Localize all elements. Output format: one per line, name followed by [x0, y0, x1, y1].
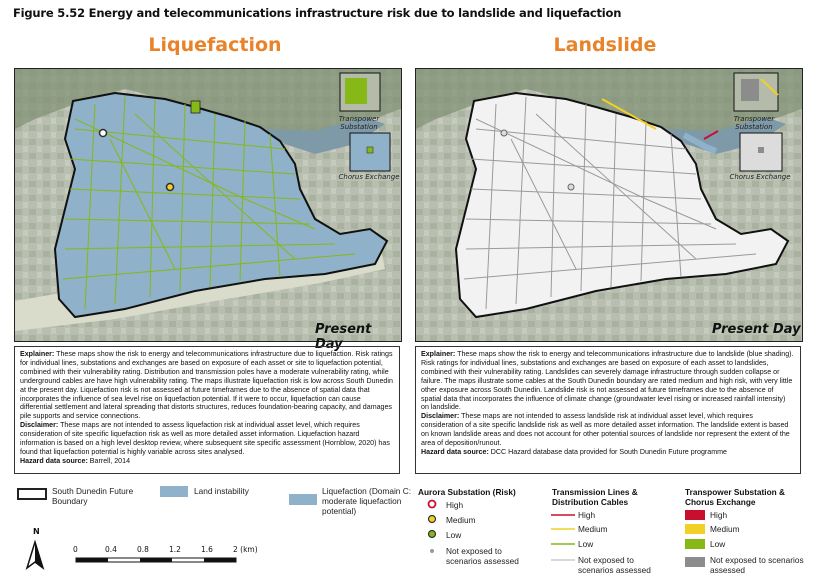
landslide-map[interactable] — [415, 68, 803, 342]
inset-chorus — [350, 133, 390, 171]
scale-ticks — [70, 545, 270, 555]
aurora-high-label: High — [446, 500, 464, 510]
inset-transpower — [734, 73, 778, 111]
scale-tick: 2 (km) — [233, 545, 258, 554]
source-label: Hazard data source: — [20, 456, 88, 465]
figure-title: Figure 5.52 Energy and telecommunications infrastructure risk due to landslide and liquefaction — [13, 6, 622, 20]
aurora-legend-symbols — [424, 499, 440, 559]
landslide-map-canvas — [416, 69, 802, 341]
inset-chorus-caption: Chorus Exchange — [338, 173, 400, 181]
lines-none-label: Not exposed to scenarios assessed — [578, 555, 651, 575]
tp-low-swatch — [685, 539, 705, 549]
liquefaction-map-canvas — [15, 69, 401, 341]
tp-legend-title: Transpower Substation & Chorus Exchange — [685, 487, 786, 507]
source-label: Hazard data source: — [421, 447, 489, 456]
land-instability-label: Land instability — [194, 486, 249, 496]
lines-legend-symbols — [550, 510, 576, 570]
scale-tick: 1.2 — [169, 545, 181, 554]
scale-tick: 0.4 — [105, 545, 117, 554]
boundary-label: South Dunedin Future Boundary — [52, 486, 134, 506]
liq-domain-label: Liquefaction (Domain C: moderate liquefaction potential) — [322, 486, 412, 516]
source-text: Barrell, 2014 — [89, 456, 131, 465]
explainer-text: These maps show the risk to energy and telecommunications infrastructure due to liquefaction. Risk ratings for individual lines, substations and exchanges are based on exposure of each asset or site to liquefaction potential, combined with their vulnerability rating. Distribution and transmission poles have a moderate vulnerability rating, while underground cables are have high vulnerability rating. The maps illustrate liquefaction risk is low across South Dunedin at the present day. Liquefaction risk is not assessed at future timeframes due to the absence of spatial data that incorporates the influence of sea level rise on liquefaction potential. If it were to occur, liquefaction can cause differential settlement and lateral spreading that distorts structures, reduces foundation-bearing capacity, and damages pile supports and service connections. — [20, 350, 393, 421]
tp-none-label: Not exposed to scenarios assessed — [710, 555, 804, 575]
tp-high-label: High — [710, 510, 728, 520]
aurora-low-label: Low — [446, 530, 462, 540]
disclaimer-label: Disclaimer: — [20, 421, 59, 430]
tp-low-label: Low — [710, 539, 726, 549]
disclaimer-label: Disclaimer: — [421, 412, 460, 421]
tp-high-swatch — [685, 510, 705, 520]
liq-domain-swatch — [289, 494, 317, 505]
lines-high-label: High — [578, 510, 596, 520]
disclaimer-text: These maps are not intended to assess liquefaction risk at individual asset level, which requires consideration of site specific liquefaction risk as well as more detailed asset information. Liquefaction hazard information is based on a high level desktop review, where subsequent site specific assessment (Hornblow, 2020) has found that liquefaction potential is highly variable across sites analysed. — [20, 421, 390, 456]
scenario-label: Present Day — [712, 322, 801, 337]
boundary-swatch — [17, 488, 47, 500]
explainer-text: These maps show the risk to energy and telecommunications infrastructure due to landslide (blue shading). Risk ratings for individual lines, substations and exchanges are based on exposure of each asset to landslides, combined with their vulnerability rating. Landslides can severely damage infrastructure through sudden collapse or failure. The maps illustrate some cables at the South Dunedin boundary are rated medium and high risk, with very little other exposure across South Dunedin. Landslide risk is not assessed at future timeframes due to the absence of spatial data that incorporates the influence of climate change (groundwater level rising or increased rainfall intensity) on landslide. — [421, 350, 794, 412]
liquefaction-map[interactable] — [14, 68, 402, 352]
land-instability-swatch — [160, 486, 188, 497]
lines-medium-label: Medium — [578, 524, 608, 534]
inset-chorus-caption: Chorus Exchange — [729, 173, 791, 181]
scale-tick: 0.8 — [137, 545, 149, 554]
aurora-medium-label: Medium — [446, 515, 476, 525]
landslide-map-heading: Landslide — [553, 34, 657, 56]
scale-tick: 1.6 — [201, 545, 213, 554]
inset-chorus — [740, 133, 782, 171]
inset-transpower-caption: Transpower Substation — [338, 115, 380, 131]
aurora-none-label: Not exposed to scenarios assessed — [446, 546, 519, 566]
landslide-explainer-box — [415, 346, 801, 474]
explainer-label: Explainer: — [20, 350, 55, 358]
scenario-label: Present Day — [315, 322, 372, 352]
liquefaction-explainer-box — [14, 346, 400, 474]
liquefaction-map-heading: Liquefaction — [148, 34, 282, 56]
scale-tick: 0 — [73, 545, 78, 554]
north-label: N — [33, 527, 40, 536]
source-text: DCC Hazard database data provided for South Dunedin Future programme — [490, 447, 727, 456]
aurora-legend-title: Aurora Substation (Risk) — [418, 487, 516, 497]
inset-transpower — [340, 73, 380, 111]
explainer-label: Explainer: — [421, 350, 456, 358]
tp-medium-label: Medium — [710, 524, 740, 534]
inset-transpower-caption: Transpower Substation — [733, 115, 775, 131]
tp-none-swatch — [685, 557, 705, 567]
disclaimer-text: These maps are not intended to assess landslide risk at individual asset level, which requires consideration of a site specific landslide risk as well as more detailed asset information. The landslide extent is based on known landslide areas and does not account for other potential sources of landslide nor represent the extent of the area of deposition/runout. — [421, 412, 790, 448]
tp-medium-swatch — [685, 524, 705, 534]
north-arrow-icon — [20, 538, 50, 574]
lines-low-label: Low — [578, 539, 594, 549]
lines-legend-title: Transmission Lines & Distribution Cables — [552, 487, 638, 507]
scale-bar — [72, 554, 272, 566]
